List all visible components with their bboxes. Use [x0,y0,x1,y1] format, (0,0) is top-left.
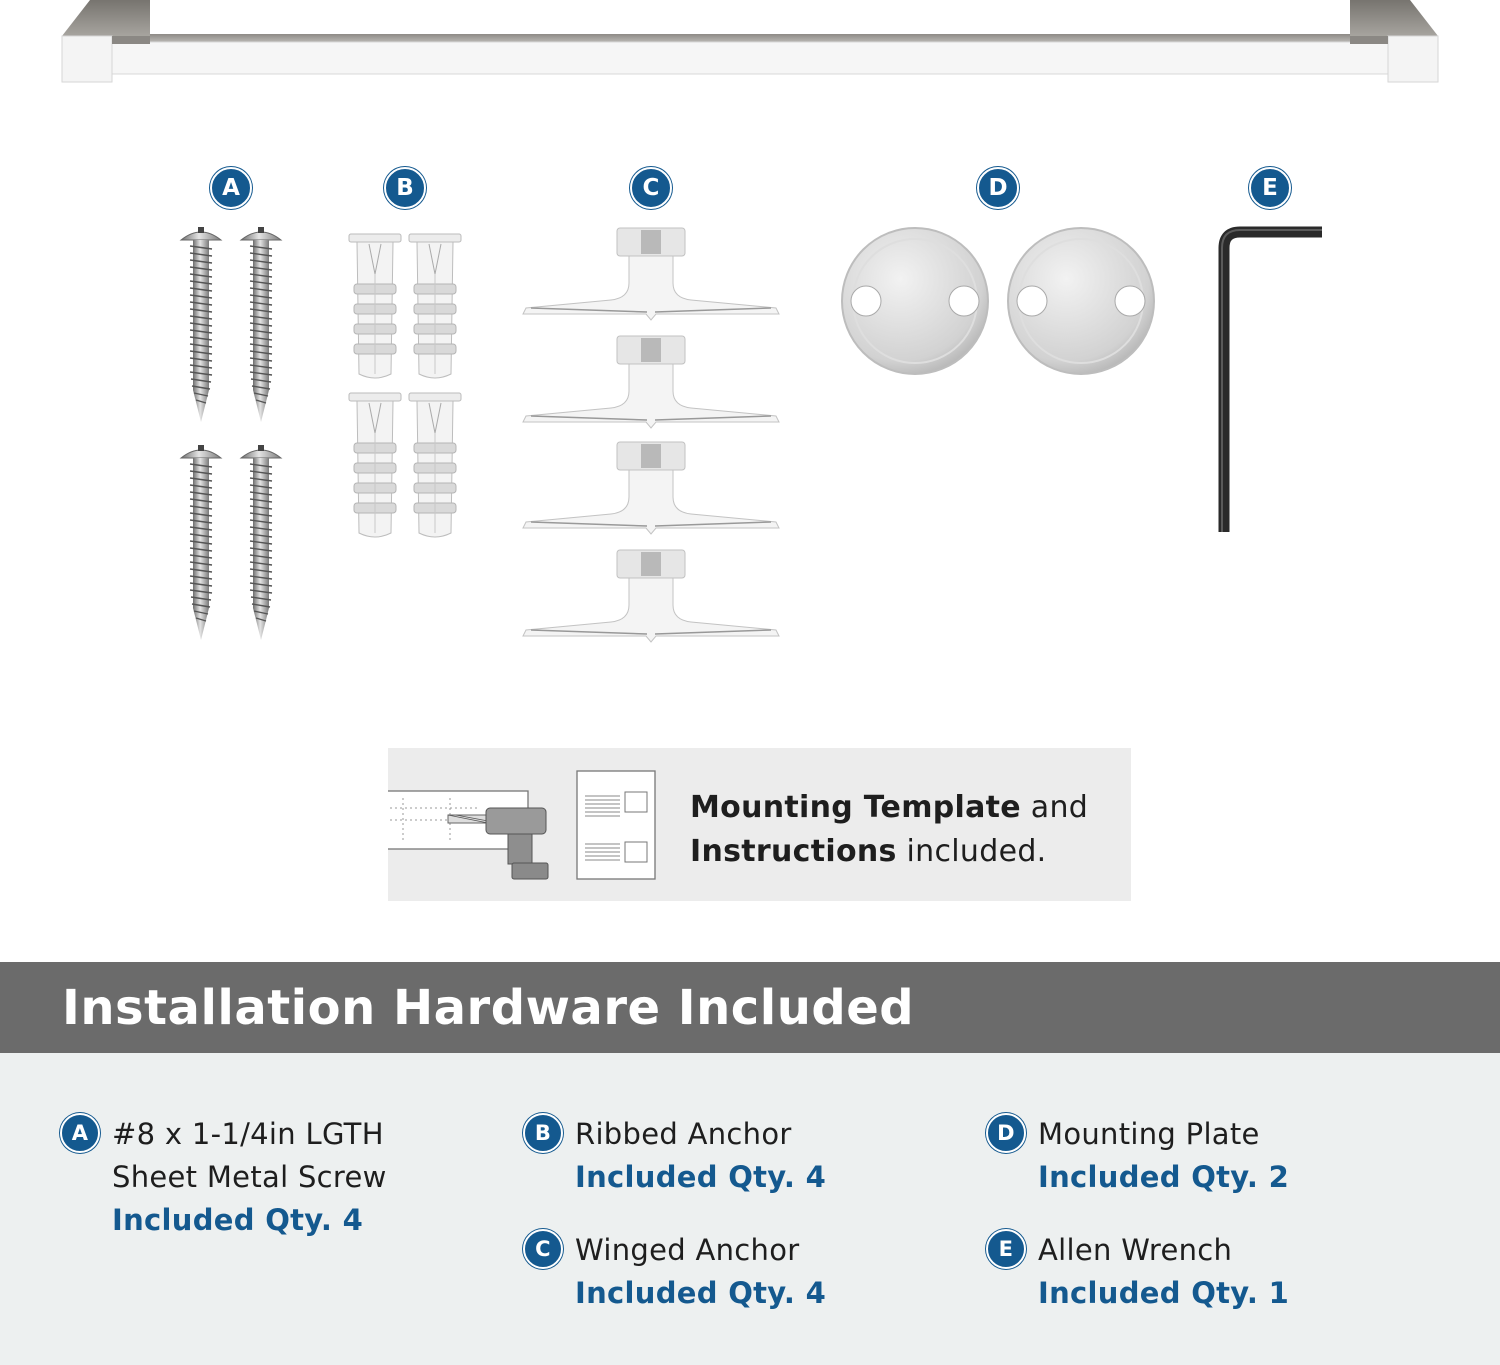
part-c-qty: Included Qty. 4 [575,1276,827,1310]
part-a-badge: A [60,1113,100,1153]
part-e-qty: Included Qty. 1 [1038,1276,1290,1310]
instructions-sheet-icon [577,771,655,879]
section-title: Installation Hardware Included [62,980,915,1036]
part-a-qty: Included Qty. 4 [112,1203,364,1237]
part-e [998,1229,1290,1315]
badge-e: E [1249,167,1291,209]
part-c-badge: C [523,1229,563,1269]
badge-c: C [630,167,672,209]
part-b-name: Ribbed Anchor [575,1117,792,1151]
section-header [0,962,1500,1053]
badge-d: D [977,167,1019,209]
towel-bar-image [0,0,1500,110]
template-bold-1: Mounting Template [690,790,1021,825]
part-e-name: Allen Wrench [1038,1233,1233,1267]
part-c [535,1229,827,1315]
badge-a: A [210,167,252,209]
part-a-name-line2: Sheet Metal Screw [112,1160,387,1194]
part-b-qty: Included Qty. 4 [575,1160,827,1194]
parts-illustration [0,150,1500,670]
template-text-1: and [1020,790,1089,825]
mounting-template-notice [388,748,1131,901]
part-d [997,1113,1290,1199]
template-text-2: included. [896,834,1047,869]
part-a [71,1113,387,1242]
part-c-name: Winged Anchor [575,1233,800,1267]
template-bold-2: Instructions [690,834,897,869]
part-e-badge: E [986,1229,1026,1269]
part-a-name-line1: #8 x 1-1/4in LGTH [112,1117,384,1151]
part-d-badge: D [986,1113,1026,1153]
drill-template-icon [388,791,548,879]
parts-list [0,1053,1500,1365]
part-d-qty: Included Qty. 2 [1038,1160,1290,1194]
part-d-name: Mounting Plate [1038,1117,1260,1151]
part-b [534,1113,827,1199]
template-description [690,786,1088,874]
part-b-badge: B [523,1113,563,1153]
badge-b: B [384,167,426,209]
